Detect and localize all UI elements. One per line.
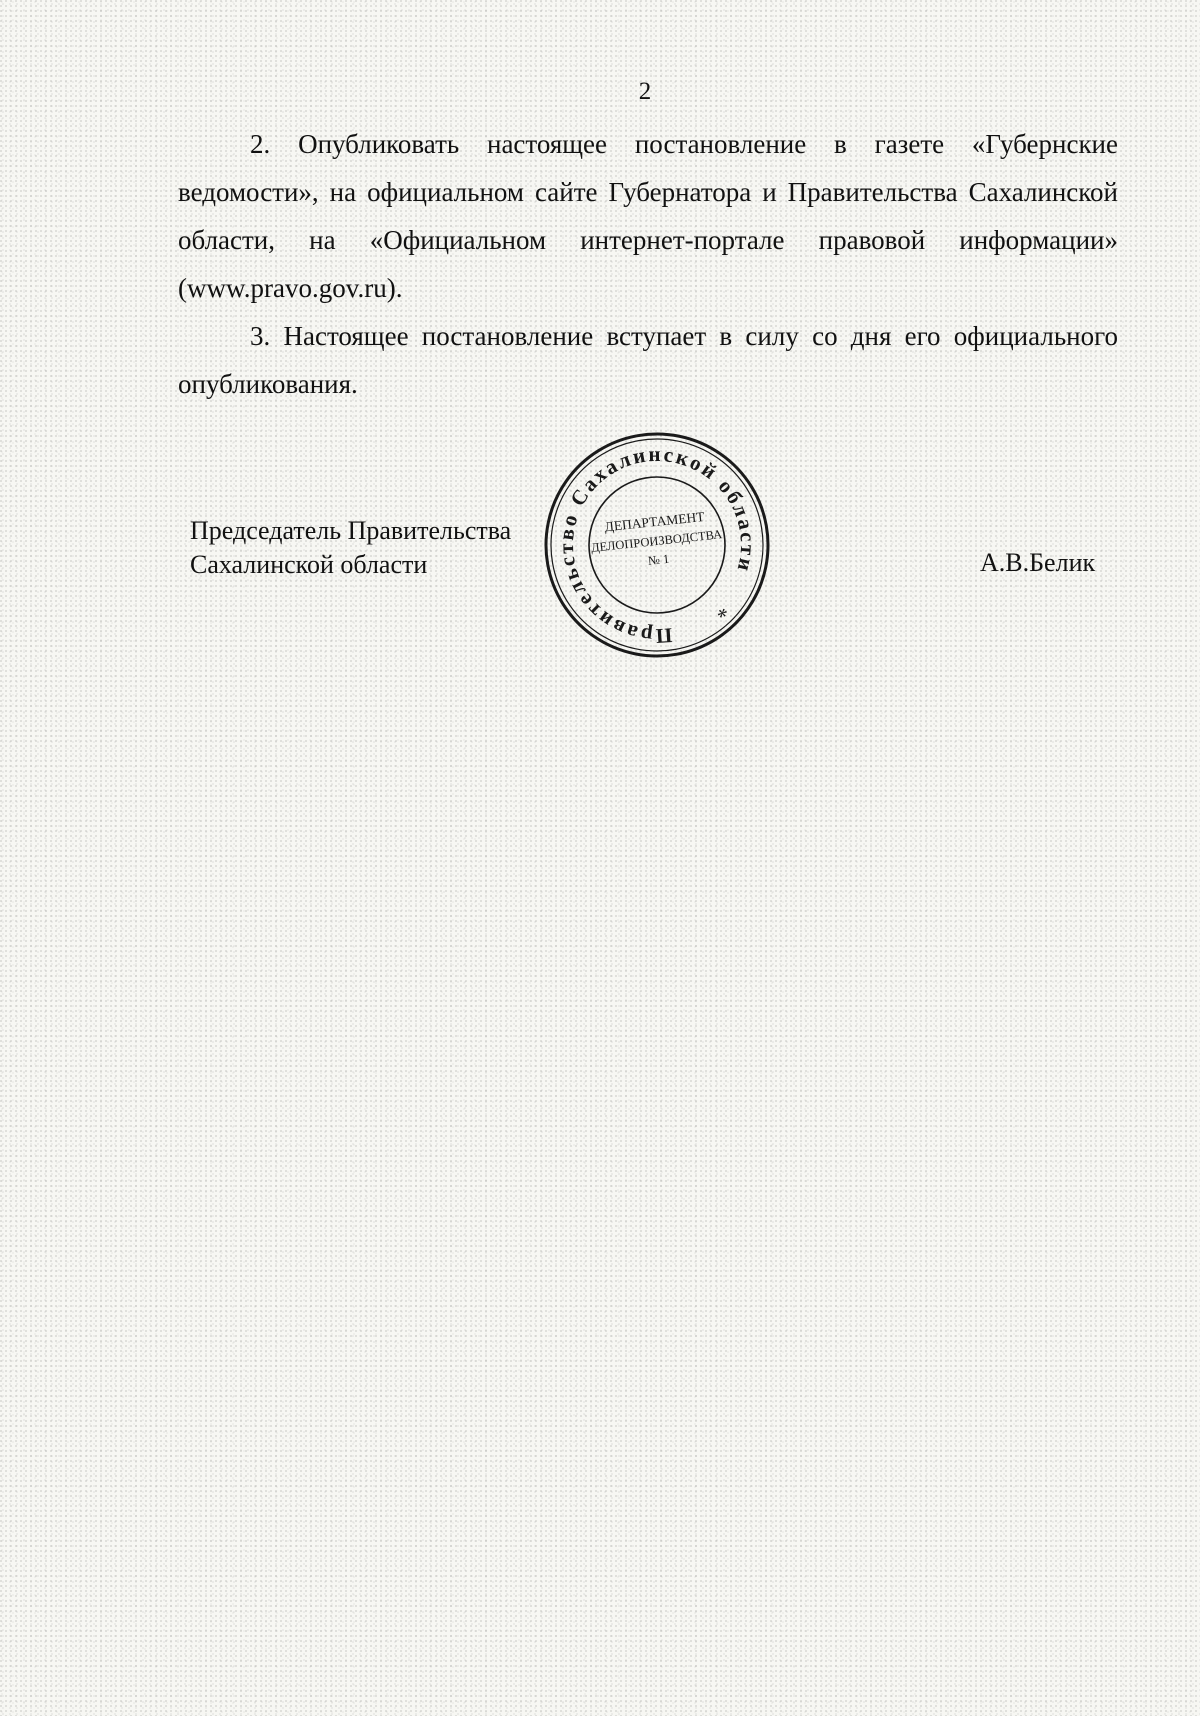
page-number: 2 [638,78,652,105]
seal-center-line3: № 1 [647,551,670,568]
signatory-title [190,514,511,582]
document-body [178,120,1118,408]
official-seal [543,431,771,659]
seal-center-line1: ДЕПАРТАМЕНТ [603,508,706,535]
paragraph-effective-date: 3. Настоящее постановление вступает в силу со дня его официального опубликования. [178,321,1118,399]
signatory-title-line1: Председатель Правительства [190,516,512,545]
paragraph-publication: 2. Опубликовать настоящее постановление в газете «Губернские ведомости», на официальном сайте Губернатора и Правительства Сахалинской области, на «Официальном интернет-портале правовой информации» (www.pravo.gov.ru). [178,129,1118,303]
signatory-title-line2: Сахалинской области [190,550,428,579]
seal-graphic [543,431,771,659]
signatory-name: А.В.Белик [980,548,1096,577]
seal-outer-text: Правительство Сахалинской области [553,441,761,649]
seal-center-line2: ДЕЛОПРОИЗВОДСТВА [590,527,723,555]
seal-star: * [707,598,733,624]
